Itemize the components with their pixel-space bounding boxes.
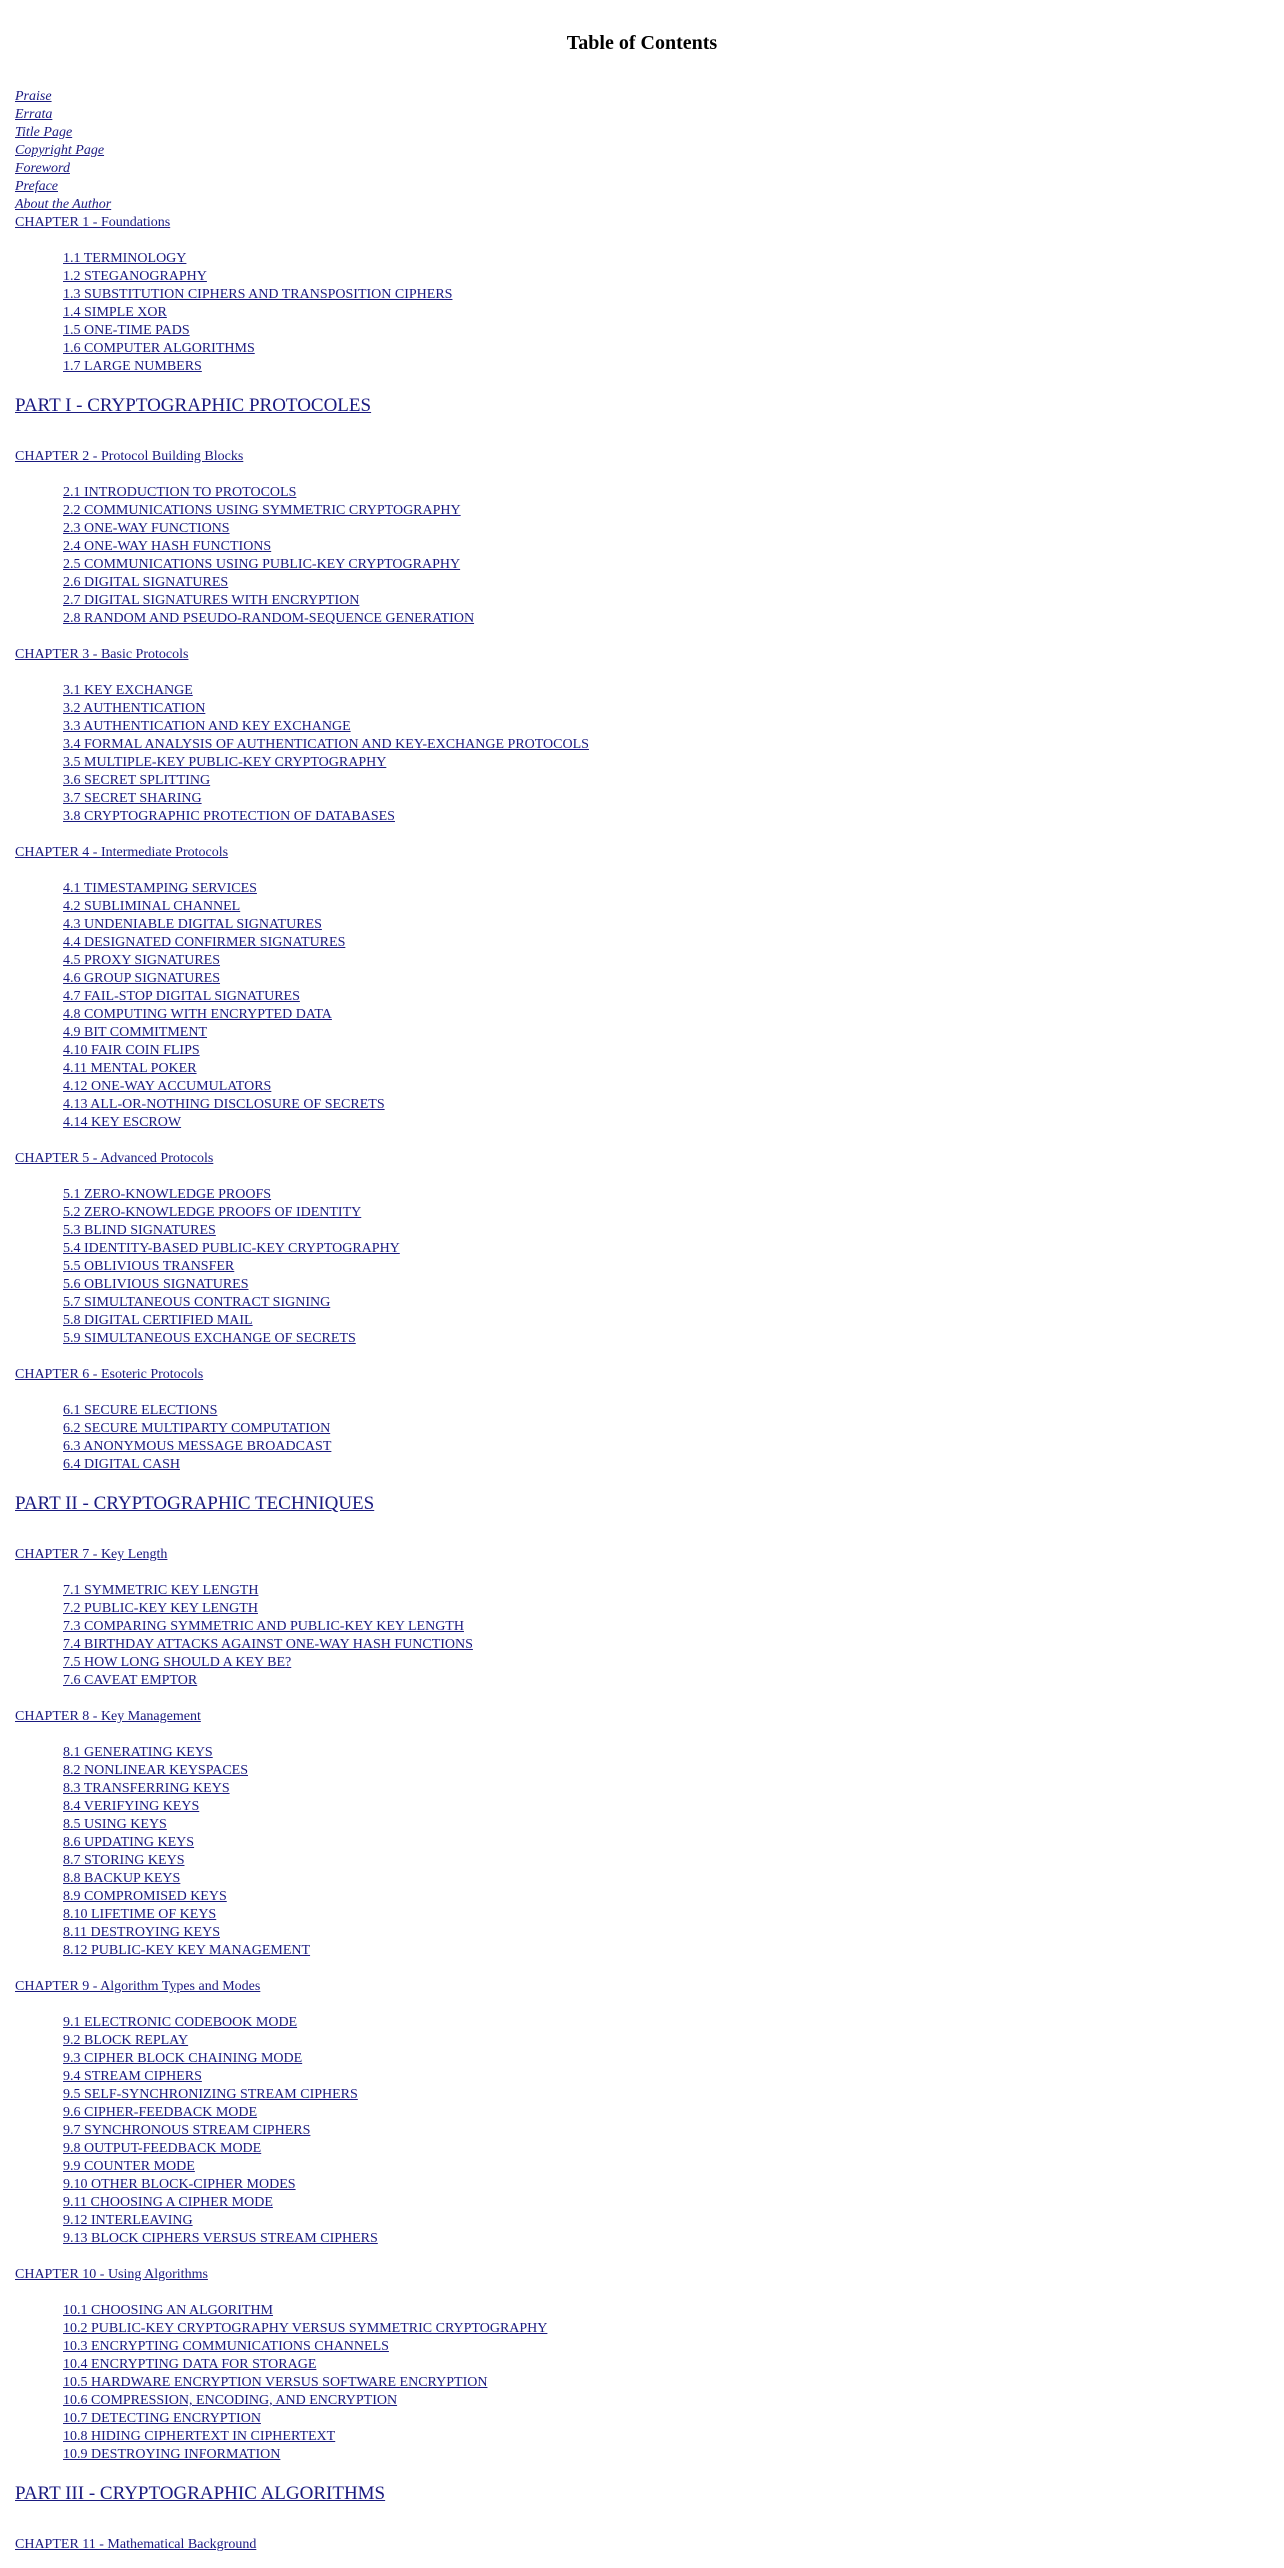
section-link[interactable]: 10.2 PUBLIC-KEY CRYPTOGRAPHY VERSUS SYMMETRIC CRYPTOGRAPHY: [63, 2321, 548, 2336]
front-matter-link-praise[interactable]: Praise: [15, 89, 52, 104]
section-link[interactable]: 5.9 SIMULTANEOUS EXCHANGE OF SECRETS: [63, 1331, 356, 1346]
section-list: [15, 2014, 1269, 2248]
section-link[interactable]: 9.11 CHOOSING A CIPHER MODE: [63, 2195, 273, 2210]
front-matter-link-foreword[interactable]: Foreword: [15, 161, 70, 176]
section-link[interactable]: 8.6 UPDATING KEYS: [63, 1835, 195, 1850]
chapter-link[interactable]: CHAPTER 5 - Advanced Protocols: [15, 1151, 214, 1166]
section-link[interactable]: 8.7 STORING KEYS: [63, 1853, 185, 1868]
section-link[interactable]: 7.3 COMPARING SYMMETRIC AND PUBLIC-KEY KEY LENGTH: [63, 1619, 464, 1634]
section-list: [15, 1744, 1269, 1960]
chapter-link[interactable]: CHAPTER 7 - Key Length: [15, 1547, 168, 1562]
section-link[interactable]: 6.4 DIGITAL CASH: [63, 1457, 180, 1472]
section-link[interactable]: 5.5 OBLIVIOUS TRANSFER: [63, 1259, 235, 1274]
section-link[interactable]: 4.9 BIT COMMITMENT: [63, 1025, 208, 1040]
section-link[interactable]: 4.1 TIMESTAMPING SERVICES: [63, 881, 257, 896]
section-link[interactable]: 9.8 OUTPUT-FEEDBACK MODE: [63, 2141, 262, 2156]
section-link[interactable]: 8.4 VERIFYING KEYS: [63, 1799, 200, 1814]
section-link[interactable]: 5.1 ZERO-KNOWLEDGE PROOFS: [63, 1187, 272, 1202]
section-link[interactable]: 8.5 USING KEYS: [63, 1817, 167, 1832]
page-title: Table of Contents: [566, 32, 718, 54]
section-link[interactable]: 8.10 LIFETIME OF KEYS: [63, 1907, 217, 1922]
section-link[interactable]: 9.2 BLOCK REPLAY: [63, 2033, 189, 2048]
section-link[interactable]: 10.9 DESTROYING INFORMATION: [63, 2447, 281, 2462]
section-link[interactable]: 3.5 MULTIPLE-KEY PUBLIC-KEY CRYPTOGRAPHY: [63, 755, 387, 770]
section-link[interactable]: 1.7 LARGE NUMBERS: [63, 359, 202, 374]
section-link[interactable]: 4.5 PROXY SIGNATURES: [63, 953, 221, 968]
section-link[interactable]: 2.8 RANDOM AND PSEUDO-RANDOM-SEQUENCE GENERATION: [63, 611, 475, 626]
section-link[interactable]: 9.4 STREAM CIPHERS: [63, 2069, 202, 2084]
front-matter-list: [15, 88, 1269, 214]
section-link[interactable]: 8.11 DESTROYING KEYS: [63, 1925, 220, 1940]
section-link[interactable]: 8.2 NONLINEAR KEYSPACES: [63, 1763, 249, 1778]
section-link[interactable]: 4.6 GROUP SIGNATURES: [63, 971, 221, 986]
chapter-link[interactable]: CHAPTER 3 - Basic Protocols: [15, 647, 189, 662]
section-link[interactable]: 8.3 TRANSFERRING KEYS: [63, 1781, 230, 1796]
section-link[interactable]: 5.3 BLIND SIGNATURES: [63, 1223, 216, 1238]
section-link[interactable]: 4.7 FAIL-STOP DIGITAL SIGNATURES: [63, 989, 300, 1004]
section-link[interactable]: 1.3 SUBSTITUTION CIPHERS AND TRANSPOSITION CIPHERS: [63, 287, 453, 302]
section-link[interactable]: 3.3 AUTHENTICATION AND KEY EXCHANGE: [63, 719, 351, 734]
section-link[interactable]: 4.3 UNDENIABLE DIGITAL SIGNATURES: [63, 917, 322, 932]
section-link[interactable]: 7.1 SYMMETRIC KEY LENGTH: [63, 1583, 259, 1598]
section-link[interactable]: 2.7 DIGITAL SIGNATURES WITH ENCRYPTION: [63, 593, 360, 608]
section-link[interactable]: 5.8 DIGITAL CERTIFIED MAIL: [63, 1313, 253, 1328]
section-link[interactable]: 4.4 DESIGNATED CONFIRMER SIGNATURES: [63, 935, 346, 950]
section-list: [15, 2302, 1269, 2464]
section-link[interactable]: 9.12 INTERLEAVING: [63, 2213, 193, 2228]
part-link[interactable]: PART I - CRYPTOGRAPHIC PROTOCOLES: [15, 395, 372, 416]
section-link[interactable]: 9.3 CIPHER BLOCK CHAINING MODE: [63, 2051, 303, 2066]
section-link[interactable]: 5.2 ZERO-KNOWLEDGE PROOFS OF IDENTITY: [63, 1205, 362, 1220]
section-link[interactable]: 10.8 HIDING CIPHERTEXT IN CIPHERTEXT: [63, 2429, 336, 2444]
section-link[interactable]: 1.6 COMPUTER ALGORITHMS: [63, 341, 255, 356]
section-link[interactable]: 4.8 COMPUTING WITH ENCRYPTED DATA: [63, 1007, 332, 1022]
front-matter-link-errata[interactable]: Errata: [15, 107, 53, 122]
section-link[interactable]: 4.13 ALL-OR-NOTHING DISCLOSURE OF SECRETS: [63, 1097, 385, 1112]
section-link[interactable]: 9.6 CIPHER-FEEDBACK MODE: [63, 2105, 258, 2120]
section-link[interactable]: 5.7 SIMULTANEOUS CONTRACT SIGNING: [63, 1295, 331, 1310]
chapter-link[interactable]: CHAPTER 1 - Foundations: [15, 215, 171, 230]
section-list: [15, 682, 1269, 826]
section-link[interactable]: 1.2 STEGANOGRAPHY: [63, 269, 207, 284]
section-link[interactable]: 6.1 SECURE ELECTIONS: [63, 1403, 218, 1418]
section-link[interactable]: 10.3 ENCRYPTING COMMUNICATIONS CHANNELS: [63, 2339, 389, 2354]
section-link[interactable]: 3.2 AUTHENTICATION: [63, 701, 206, 716]
section-link[interactable]: 6.2 SECURE MULTIPARTY COMPUTATION: [63, 1421, 331, 1436]
section-link[interactable]: 3.1 KEY EXCHANGE: [63, 683, 193, 698]
toc-list: [15, 214, 1269, 2554]
section-link[interactable]: 10.6 COMPRESSION, ENCODING, AND ENCRYPTION: [63, 2393, 398, 2408]
section-link[interactable]: 2.6 DIGITAL SIGNATURES: [63, 575, 229, 590]
section-link[interactable]: 3.7 SECRET SHARING: [63, 791, 202, 806]
section-link[interactable]: 2.4 ONE-WAY HASH FUNCTIONS: [63, 539, 272, 554]
section-link[interactable]: 1.5 ONE-TIME PADS: [63, 323, 190, 338]
chapter-link[interactable]: CHAPTER 4 - Intermediate Protocols: [15, 845, 229, 860]
section-list: [15, 1402, 1269, 1474]
section-link[interactable]: 2.5 COMMUNICATIONS USING PUBLIC-KEY CRYPTOGRAPHY: [63, 557, 461, 572]
section-link[interactable]: 3.6 SECRET SPLITTING: [63, 773, 211, 788]
section-link[interactable]: 8.1 GENERATING KEYS: [63, 1745, 213, 1760]
section-list: [15, 1582, 1269, 1690]
chapter-link[interactable]: CHAPTER 6 - Esoteric Protocols: [15, 1367, 204, 1382]
section-link[interactable]: 6.3 ANONYMOUS MESSAGE BROADCAST: [63, 1439, 332, 1454]
section-link[interactable]: 5.6 OBLIVIOUS SIGNATURES: [63, 1277, 249, 1292]
section-link[interactable]: 2.3 ONE-WAY FUNCTIONS: [63, 521, 230, 536]
section-link[interactable]: 4.14 KEY ESCROW: [63, 1115, 182, 1130]
section-link[interactable]: 9.5 SELF-SYNCHRONIZING STREAM CIPHERS: [63, 2087, 358, 2102]
section-link[interactable]: 10.7 DETECTING ENCRYPTION: [63, 2411, 261, 2426]
section-link[interactable]: 1.4 SIMPLE XOR: [63, 305, 167, 320]
chapter-link[interactable]: CHAPTER 10 - Using Algorithms: [15, 2267, 208, 2282]
section-link[interactable]: 2.1 INTRODUCTION TO PROTOCOLS: [63, 485, 297, 500]
chapter-link[interactable]: CHAPTER 8 - Key Management: [15, 1709, 201, 1724]
chapter-link[interactable]: CHAPTER 11 - Mathematical Background: [15, 2537, 257, 2552]
section-list: [15, 250, 1269, 376]
section-link[interactable]: 7.6 CAVEAT EMPTOR: [63, 1673, 198, 1688]
section-link[interactable]: 4.12 ONE-WAY ACCUMULATORS: [63, 1079, 272, 1094]
section-link[interactable]: 5.4 IDENTITY-BASED PUBLIC-KEY CRYPTOGRAPHY: [63, 1241, 400, 1256]
section-list: [15, 880, 1269, 1132]
front-matter-link-title-page[interactable]: Title Page: [15, 125, 73, 140]
front-matter-link-copyright-page[interactable]: Copyright Page: [15, 143, 105, 158]
chapter-link[interactable]: CHAPTER 9 - Algorithm Types and Modes: [15, 1979, 261, 1994]
section-link[interactable]: 3.4 FORMAL ANALYSIS OF AUTHENTICATION AND KEY-EXCHANGE PROTOCOLS: [63, 737, 589, 752]
section-link[interactable]: 9.7 SYNCHRONOUS STREAM CIPHERS: [63, 2123, 311, 2138]
section-link[interactable]: 7.2 PUBLIC-KEY KEY LENGTH: [63, 1601, 258, 1616]
part-link[interactable]: PART III - CRYPTOGRAPHIC ALGORITHMS: [15, 2483, 386, 2504]
section-link[interactable]: 3.8 CRYPTOGRAPHIC PROTECTION OF DATABASES: [63, 809, 395, 824]
section-link[interactable]: 10.5 HARDWARE ENCRYPTION VERSUS SOFTWARE ENCRYPTION: [63, 2375, 488, 2390]
front-matter-link-about-the-author[interactable]: About the Author: [15, 197, 112, 212]
section-link[interactable]: 9.1 ELECTRONIC CODEBOOK MODE: [63, 2015, 298, 2030]
section-link[interactable]: 2.2 COMMUNICATIONS USING SYMMETRIC CRYPTOGRAPHY: [63, 503, 461, 518]
section-link[interactable]: 9.10 OTHER BLOCK-CIPHER MODES: [63, 2177, 296, 2192]
section-link[interactable]: 4.10 FAIR COIN FLIPS: [63, 1043, 200, 1058]
section-link[interactable]: 10.1 CHOOSING AN ALGORITHM: [63, 2303, 274, 2318]
section-link[interactable]: 8.9 COMPROMISED KEYS: [63, 1889, 227, 1904]
section-link[interactable]: 9.13 BLOCK CIPHERS VERSUS STREAM CIPHERS: [63, 2231, 378, 2246]
section-link[interactable]: 4.2 SUBLIMINAL CHANNEL: [63, 899, 241, 914]
section-link[interactable]: 8.12 PUBLIC-KEY KEY MANAGEMENT: [63, 1943, 311, 1958]
chapter-link[interactable]: CHAPTER 2 - Protocol Building Blocks: [15, 449, 244, 464]
section-link[interactable]: 7.4 BIRTHDAY ATTACKS AGAINST ONE-WAY HASH FUNCTIONS: [63, 1637, 473, 1652]
section-link[interactable]: 9.9 COUNTER MODE: [63, 2159, 195, 2174]
section-link[interactable]: 10.4 ENCRYPTING DATA FOR STORAGE: [63, 2357, 317, 2372]
section-link[interactable]: 1.1 TERMINOLOGY: [63, 251, 187, 266]
section-link[interactable]: 7.5 HOW LONG SHOULD A KEY BE?: [63, 1655, 292, 1670]
part-link[interactable]: PART II - CRYPTOGRAPHIC TECHNIQUES: [15, 1493, 375, 1514]
section-link[interactable]: 8.8 BACKUP KEYS: [63, 1871, 181, 1886]
front-matter-link-preface[interactable]: Preface: [15, 179, 59, 194]
section-list: [15, 1186, 1269, 1348]
section-link[interactable]: 4.11 MENTAL POKER: [63, 1061, 197, 1076]
section-list: [15, 484, 1269, 628]
